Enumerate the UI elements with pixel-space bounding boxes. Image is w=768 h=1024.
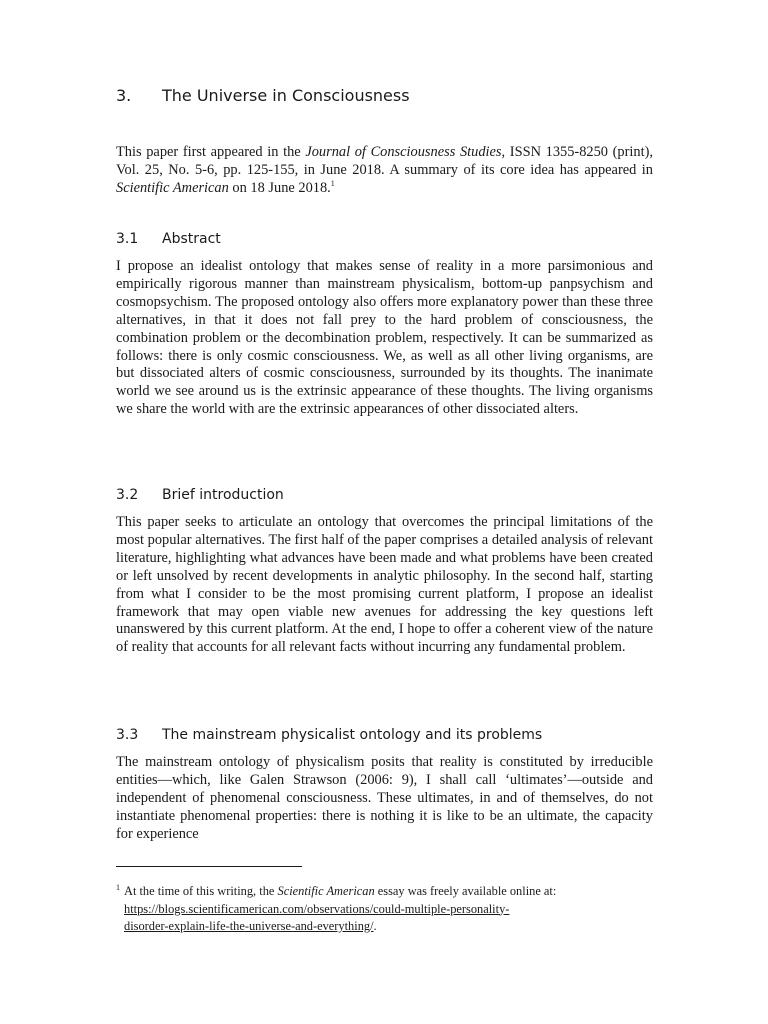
footnote-text-2: essay was freely available online at: [374, 884, 557, 898]
intro-text-3: on 18 June 2018. [228, 179, 331, 196]
section-heading-physicalist-ontology [116, 727, 542, 743]
intro-text-2: , ISSN 1355-8250 (print), Vol. 25, No. 5-6, pp. 125-155, in June 2018. A summary of its core idea has appeared in [116, 144, 653, 178]
introduction-paragraph: This paper seeks to articulate an ontology that overcomes the principal limitations of the most popular alternatives. The first half of the paper comprises a detailed analysis of relevant literature, highlighting what advances have been made and what problems have been created or left unsolved by recent developments in analytic philosophy. In the second half, starting from what I consider to be the most promising current platform, I propose an idealist framework that may open viable new avenues for addressing the key questions left unanswered by this current platform. At the end, I hope to offer a coherent view of the nature of reality that accounts for all relevant facts without incurring any fundamental problem. [116, 514, 653, 656]
footnote-end: . [373, 919, 377, 933]
footnote-link-container [116, 901, 653, 936]
section-number: 3.1 [116, 231, 139, 247]
footnote-divider [116, 866, 302, 867]
section-number: 3.3 [116, 727, 139, 743]
abstract-paragraph: I propose an idealist ontology that makes sense of reality in a more parsimonious and empirically rigorous manner than mainstream physicalism, bottom-up panpsychism and cosmopsychism. The proposed ontology also offers more explanatory power than these three alternatives, in that it does not fall prey to the hard problem of consciousness, the combination problem or the decombination problem, respectively. It can be summarized as follows: there is only cosmic consciousness. We, as well as all other living organisms, are but dissociated alters of cosmic consciousness, surrounded by its thoughts. The inanimate world we see around us is the extrinsic appearance of these thoughts. The living organisms we share the world with are the extrinsic appearances of other dissociated alters. [116, 258, 653, 418]
chapter-title-text: The Universe in Consciousness [162, 86, 410, 105]
physicalism-paragraph: The mainstream ontology of physicalism posits that reality is constituted by irreducible entities—which, like Galen Strawson (2006: 9), I shall call ‘ultimates’—outside and independent of phenomenal consciousness. These ultimates, in and of themselves, do not instantiate phenomenal properties: there is nothing it is like to be an ultimate, the capacity for experience [116, 754, 653, 842]
footnote [116, 879, 653, 936]
footnote-text-1: At the time of this writing, the [124, 884, 278, 898]
footnote-magazine-name: Scientific American [277, 884, 375, 898]
footnote-marker: 1 [116, 883, 120, 892]
intro-paragraph [116, 144, 653, 198]
chapter-number: 3. [116, 86, 132, 105]
section-title: The mainstream physicalist ontology and its problems [162, 727, 543, 743]
chapter-title [116, 86, 410, 105]
section-title: Abstract [162, 231, 221, 247]
section-heading-brief-introduction [116, 487, 284, 503]
journal-name: Journal of Consciousness Studies [305, 144, 502, 160]
section-number: 3.2 [116, 487, 139, 503]
footnote-reference[interactable]: 1 [330, 178, 335, 188]
magazine-name: Scientific American [116, 179, 229, 196]
section-heading-abstract [116, 231, 221, 247]
section-title: Brief introduction [162, 487, 284, 503]
intro-text-1: This paper first appeared in the [116, 144, 306, 160]
footnote-link[interactable]: https://blogs.scientificamerican.com/observations/could-multiple-personality- disorder-explain-life-the-universe-and-everything/ [124, 901, 510, 933]
